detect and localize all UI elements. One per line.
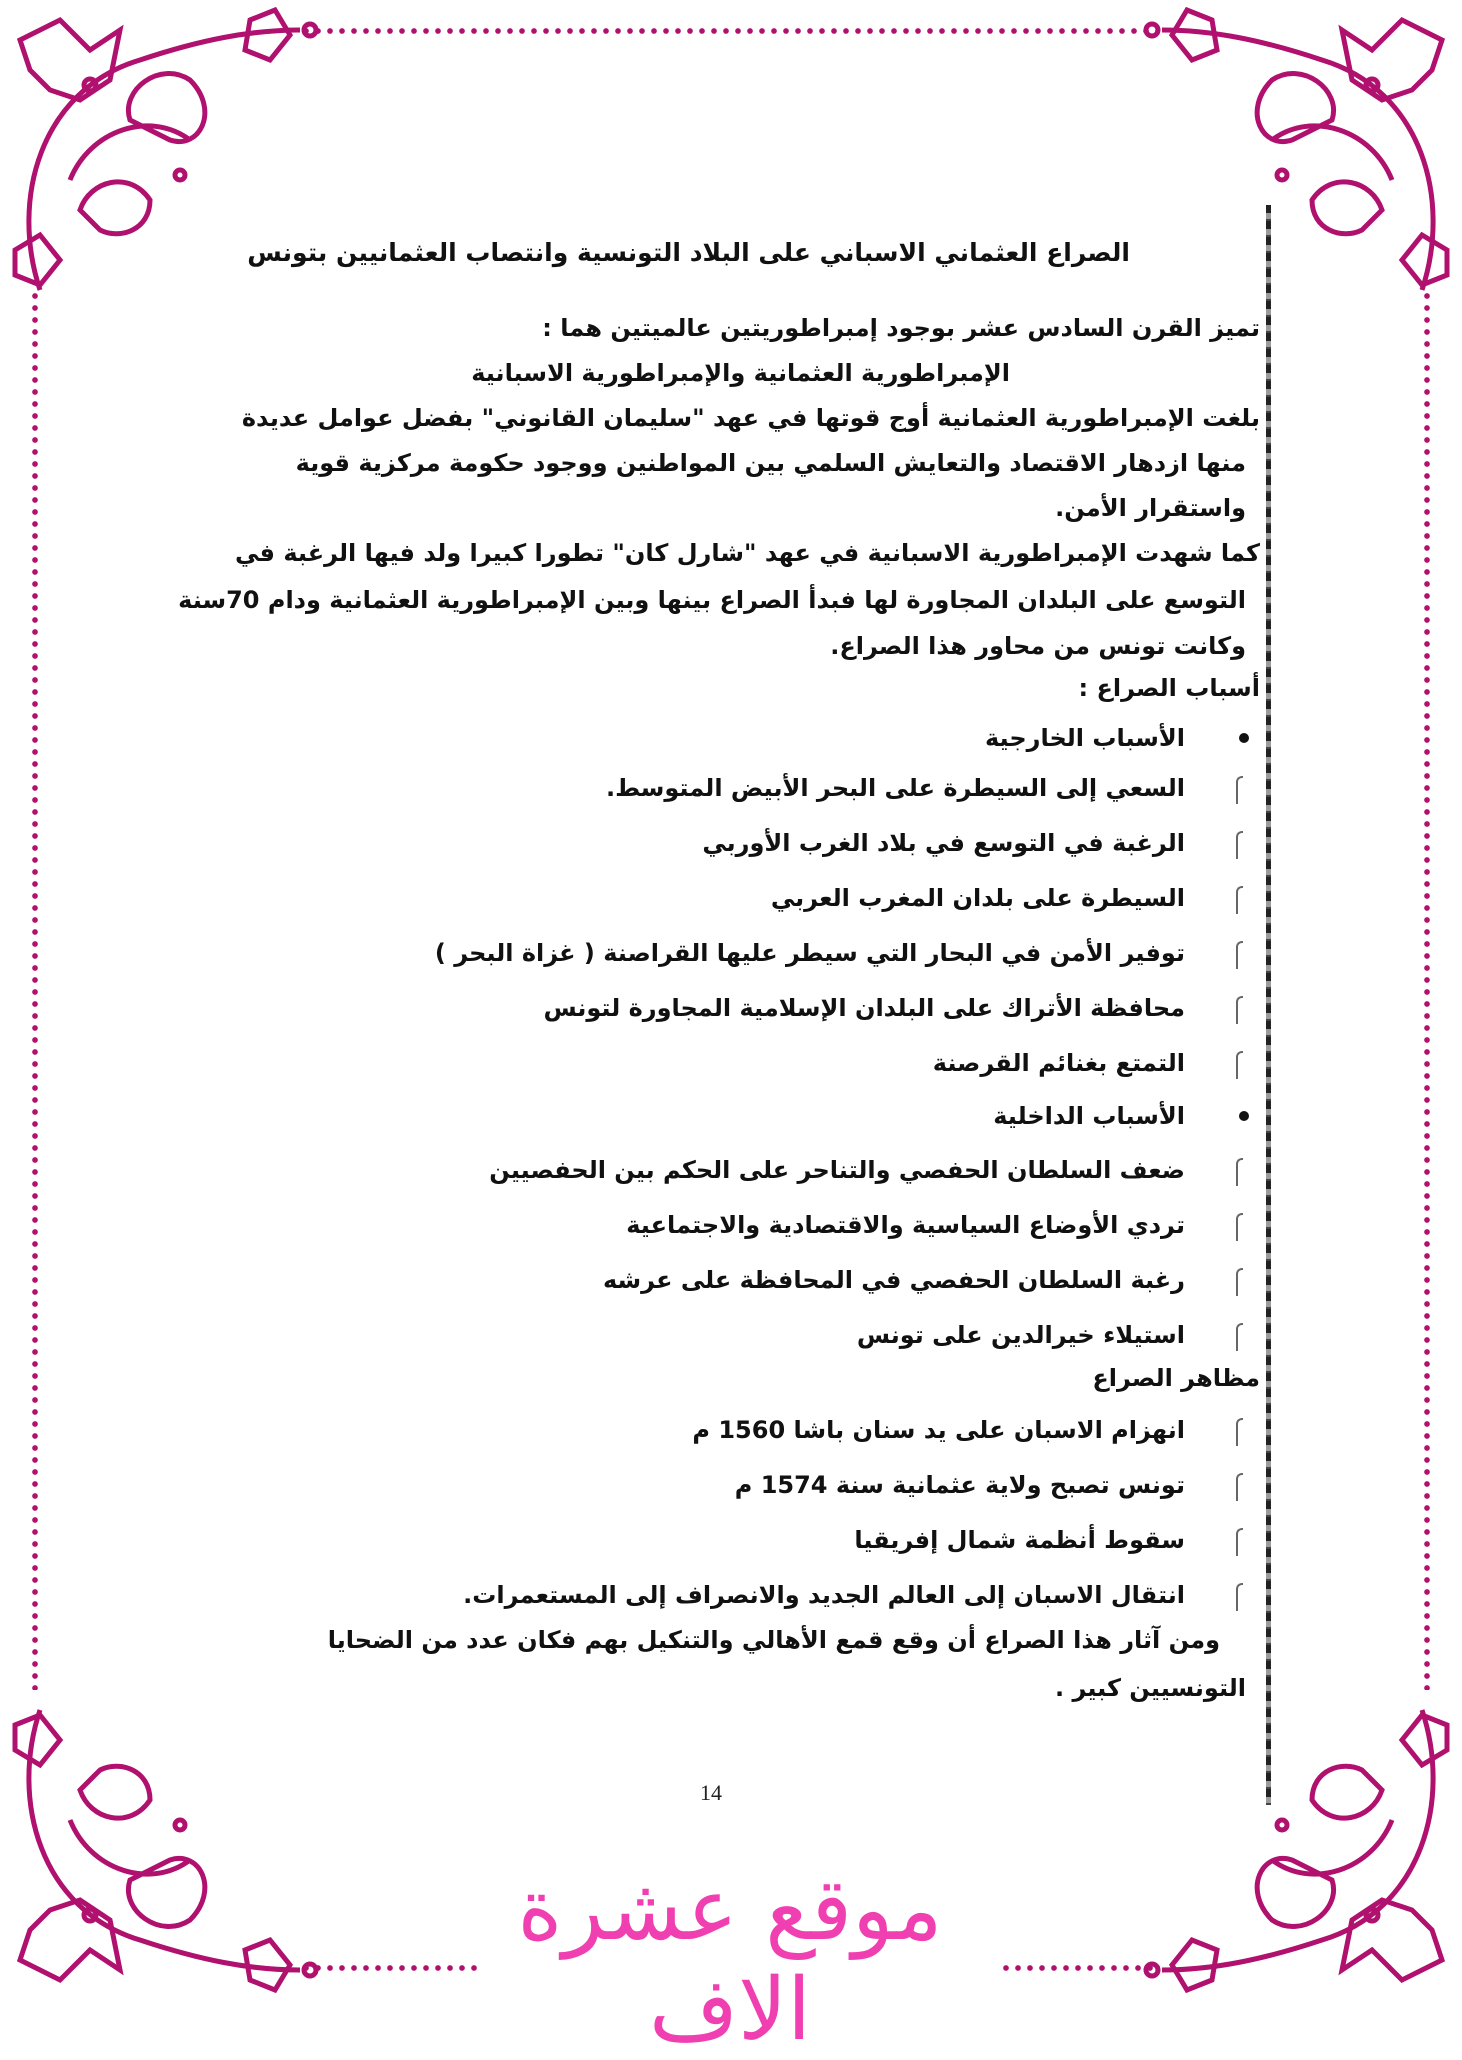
spanish-paragraph-line: وكانت تونس من محاور هذا الصراع. <box>830 632 1246 660</box>
list-item-text: الرغبة في التوسع في بلاد الغرب الأوربي <box>702 829 1185 857</box>
list-item <box>854 1520 1185 1560</box>
bracket-marker-icon <box>1236 1213 1243 1241</box>
bullet-icon <box>1239 733 1249 743</box>
spanish-paragraph-line: التوسع على البلدان المجاورة لها فبدأ الصراع بينها وبين الإمبراطورية العثمانية ودام 70سنة <box>178 586 1246 614</box>
bracket-marker-icon <box>1236 1051 1243 1079</box>
floral-corner-ornament-top-right-icon <box>1122 0 1462 300</box>
list-item <box>626 1205 1185 1245</box>
list-item-text: محافظة الأتراك على البلدان الإسلامية المجاورة لتونس <box>543 994 1185 1022</box>
list-item-text: السعي إلى السيطرة على البحر الأبيض المتوسط. <box>605 774 1185 802</box>
bracket-marker-icon <box>1236 1583 1243 1611</box>
list-item <box>933 1043 1185 1083</box>
bullet-icon <box>1239 1111 1249 1121</box>
list-item-text: استيلاء خيرالدين على تونس <box>856 1321 1185 1349</box>
left-dotted-border <box>32 290 38 1690</box>
internal-causes-heading-text: الأسباب الداخلية <box>993 1102 1185 1130</box>
ottoman-paragraph-line: بلغت الإمبراطورية العثمانية أوج قوتها في عهد "سليمان القانوني" بفضل عوامل عديدة <box>241 404 1260 432</box>
bracket-marker-icon <box>1236 831 1243 859</box>
list-item-text: انتقال الاسبان إلى العالم الجديد والانصراف إلى المستعمرات. <box>463 1581 1185 1609</box>
list-item-text: تردي الأوضاع السياسية والاقتصادية والاجتماعية <box>626 1211 1185 1239</box>
list-item-text: سقوط أنظمة شمال إفريقيا <box>854 1526 1185 1554</box>
manifestations-heading: مظاهر الصراع <box>1092 1364 1260 1392</box>
list-item-text: تونس تصبح ولاية عثمانية سنة 1574 م <box>734 1471 1185 1499</box>
bracket-marker-icon <box>1236 776 1243 804</box>
ottoman-paragraph-line: منها ازدهار الاقتصاد والتعايش السلمي بين المواطنين ووجود حكومة مركزية قوية <box>295 449 1246 477</box>
list-item <box>606 768 1185 808</box>
list-item <box>603 1260 1185 1300</box>
top-dotted-border <box>300 28 1160 34</box>
site-watermark: موقع عشرة الاف <box>517 1860 943 2060</box>
causes-heading: أسباب الصراع : <box>1078 674 1260 702</box>
list-item <box>543 988 1185 1028</box>
bracket-marker-icon <box>1236 941 1243 969</box>
list-item-text: رغبة السلطان الحفصي في المحافظة على عرشه <box>603 1266 1185 1294</box>
list-item-text: ضعف السلطان الحفصي والتناحر على الحكم بين الحفصيين <box>489 1156 1185 1184</box>
list-item <box>735 1465 1185 1505</box>
bracket-marker-icon <box>1236 996 1243 1024</box>
consequences-line: ومن آثار هذا الصراع أن وقع قمع الأهالي والتنكيل بهم فكان عدد من الضحايا <box>327 1626 1220 1654</box>
list-item <box>692 1410 1185 1450</box>
list-item-text: توفير الأمن في البحار التي سيطر عليها القراصنة ( غزاة البحر ) <box>434 939 1185 967</box>
external-causes-heading-text: الأسباب الخارجية <box>985 724 1185 752</box>
floral-corner-ornament-bottom-left-icon <box>0 1700 340 2000</box>
spanish-paragraph-line: كما شهدت الإمبراطورية الاسبانية في عهد "شارل كان" تطورا كبيرا ولد فيها الرغبة في <box>235 539 1260 567</box>
internal-causes-heading <box>993 1096 1185 1136</box>
bracket-marker-icon <box>1236 1473 1243 1501</box>
intro-line: تميز القرن السادس عشر بوجود إمبراطوريتين عالميتين هما : <box>542 314 1260 342</box>
list-item <box>489 1150 1185 1190</box>
empires-line: الإمبراطورية العثمانية والإمبراطورية الاسبانية <box>471 359 1010 387</box>
floral-corner-ornament-bottom-right-icon <box>1122 1700 1462 2000</box>
list-item <box>771 878 1185 918</box>
right-dotted-border <box>1424 290 1430 1690</box>
page-title: الصراع العثماني الاسباني على البلاد التونسية وانتصاب العثمانيين بتونس <box>247 238 1130 267</box>
list-item <box>435 933 1185 973</box>
list-item <box>463 1575 1185 1615</box>
bracket-marker-icon <box>1236 1158 1243 1186</box>
external-causes-heading <box>985 718 1185 758</box>
bracket-marker-icon <box>1236 1528 1243 1556</box>
list-item <box>702 823 1185 863</box>
list-item-text: التمتع بغنائم القرصنة <box>932 1049 1185 1077</box>
list-item <box>857 1315 1185 1355</box>
bracket-marker-icon <box>1236 1418 1243 1446</box>
ottoman-paragraph-line: واستقرار الأمن. <box>1055 494 1246 522</box>
vertical-margin-rule <box>1266 205 1271 1805</box>
bracket-marker-icon <box>1236 1268 1243 1296</box>
list-item-text: انهزام الاسبان على يد سنان باشا 1560 م <box>692 1416 1185 1444</box>
page-number: 14 <box>700 1780 722 1805</box>
bracket-marker-icon <box>1236 886 1243 914</box>
bracket-marker-icon <box>1236 1323 1243 1351</box>
list-item-text: السيطرة على بلدان المغرب العربي <box>770 884 1185 912</box>
consequences-line: التونسيين كبير . <box>1054 1674 1246 1702</box>
